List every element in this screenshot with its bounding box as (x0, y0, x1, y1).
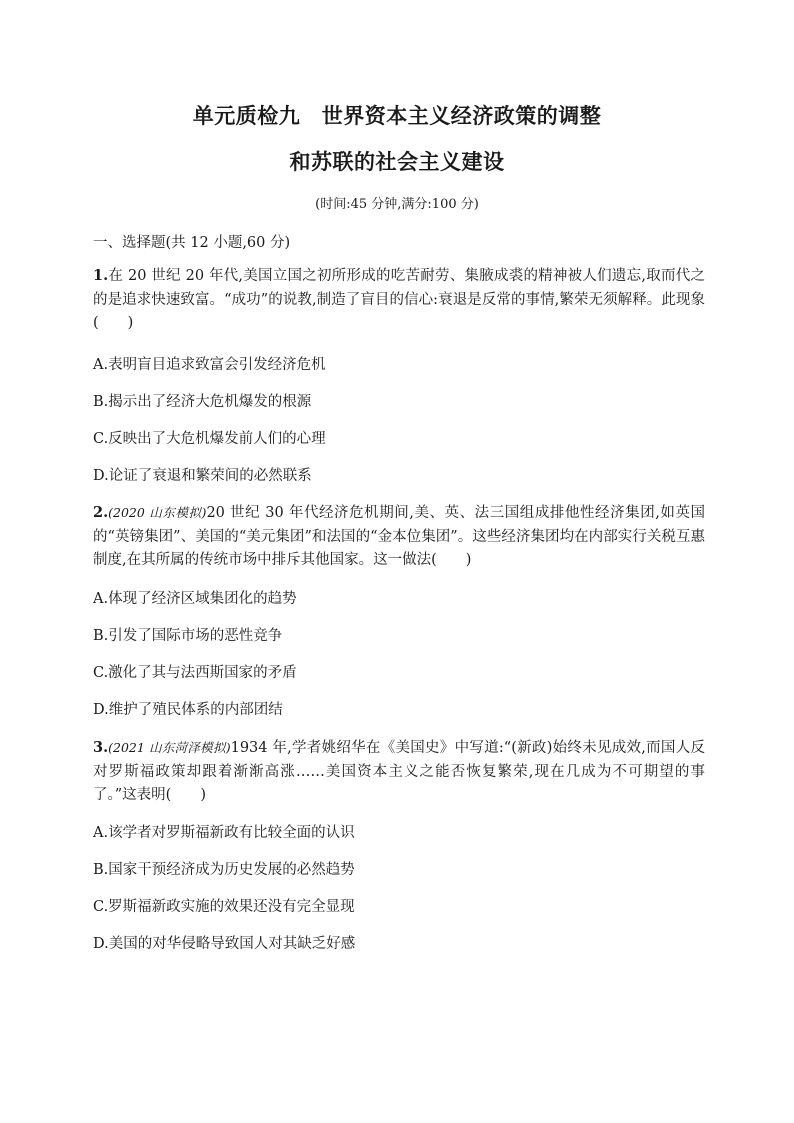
question-source: (2021 山东菏泽模拟) (108, 740, 231, 755)
question-stem: 1934 年,学者姚绍华在《美国史》中写道:“(新政)始终未见成效,而国人反对罗斯福政策却跟着渐渐高涨……美国资本主义之能否恢复繁荣,现在几成为不可期望的事了。”这表明( ) (93, 740, 705, 803)
question-1-option-b: B.揭示出了经济大危机爆发的根源 (93, 394, 312, 410)
question-3-option-d: D.美国的对华侵略导致国人对其缺乏好感 (93, 936, 356, 952)
question-number: 1. (93, 267, 109, 284)
question-2-option-b: B.引发了国际市场的恶性竞争 (93, 628, 283, 644)
question-1 (93, 264, 705, 336)
question-3 (93, 736, 705, 808)
document-title-line1: 单元质检九 世界资本主义经济政策的调整 (192, 104, 602, 128)
question-source: (2020 山东模拟) (108, 505, 207, 520)
question-1-option-a: A.表明盲目追求致富会引发经济危机 (93, 357, 326, 373)
question-1-option-d: D.论证了衰退和繁荣间的必然联系 (93, 468, 312, 484)
question-stem: 在 20 世纪 20 年代,美国立国之初所形成的吃苦耐劳、集腋成裘的精神被人们遗忘,取而代之的是追求快速致富。“成功”的说教,制造了盲目的信心:衰退是反常的事情,繁荣无须解释。此现象( ) (93, 268, 705, 331)
question-2-option-c: C.激化了其与法西斯国家的矛盾 (93, 665, 297, 681)
question-3-option-a: A.该学者对罗斯福新政有比较全面的认识 (93, 825, 355, 841)
question-2-option-d: D.维护了殖民体系的内部团结 (93, 702, 283, 718)
question-2-option-a: A.体现了经济区域集团化的趋势 (93, 591, 297, 607)
question-1-option-c: C.反映出了大危机爆发前人们的心理 (93, 431, 326, 447)
question-number: 2. (93, 504, 109, 521)
exam-meta: (时间:45 分钟,满分:100 分) (315, 197, 479, 212)
question-3-option-c: C.罗斯福新政实施的效果还没有完全显现 (93, 899, 355, 915)
question-3-option-b: B.国家干预经济成为历史发展的必然趋势 (93, 862, 355, 878)
document-title-line2: 和苏联的社会主义建设 (289, 150, 505, 174)
question-stem: 20 世纪 30 年代经济危机期间,美、英、法三国组成排他性经济集团,如英国的“英镑集团”、美国的“美元集团”和法国的“金本位集团”。这些经济集团均在内部实行关税互惠制度,在其所属的传统市场中排斥其他国家。这一做法( ) (93, 505, 705, 568)
question-2 (93, 501, 705, 573)
question-number: 3. (93, 739, 109, 756)
section-heading: 一、选择题(共 12 小题,60 分) (93, 235, 291, 251)
